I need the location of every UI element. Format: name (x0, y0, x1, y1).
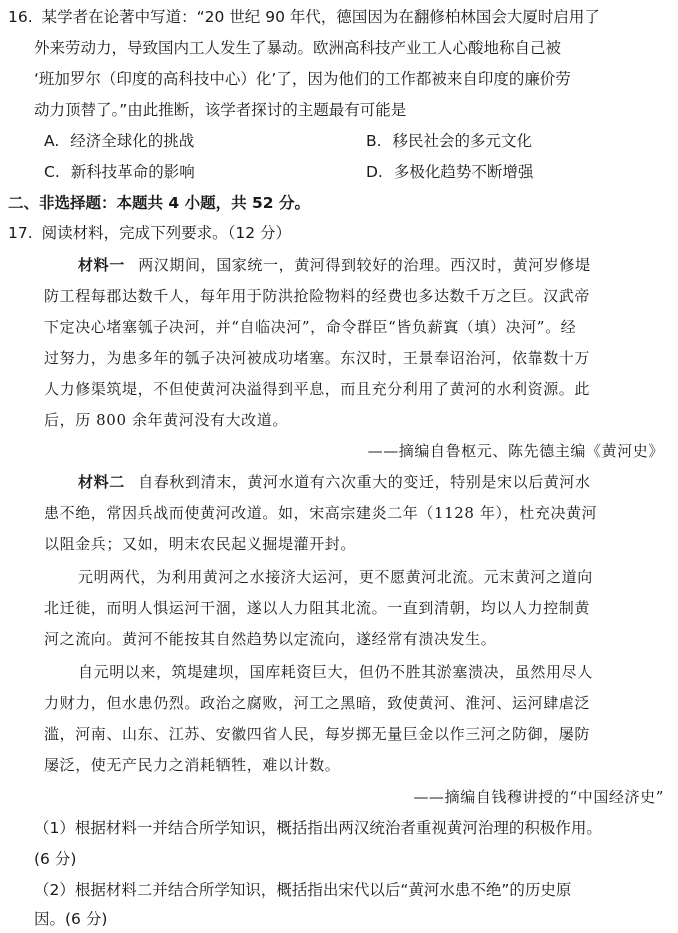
q17-number: 17. (8, 224, 33, 242)
material-1-line-2: 防工程每郡达数千人，每年用于防洪抢险物料的经费也多达数千万之巨。汉武帝 (44, 287, 591, 305)
material-2-p3-line-3: 滥，河南、山东、江苏、安徽四省人民，每岁掷无量巨金以作三河之防御，屡防 (44, 725, 591, 743)
material-1-label: 材料一 (78, 256, 125, 274)
q16-number: 16. (8, 8, 33, 26)
material-2-source: ——摘编自钱穆讲授的“中国经济史” (413, 788, 664, 806)
material-2-p2-line-1: 元明两代，为利用黄河之水接济大运河，更不愿黄河北流。元末黄河之道向 (78, 568, 593, 586)
q16-line-4: 动力顶替了。”由此推断，该学者探讨的主题最有可能是 (34, 101, 407, 119)
material-2-line-2: 患不绝，常因兵战而使黄河改道。如，宋高宗建炎二年（1128 年），杜充决黄河 (44, 504, 598, 522)
material-1-line-5: 人力修渠筑堤，不但使黄河决溢得到平息，而且充分利用了黄河的水利资源。此 (44, 380, 591, 398)
material-1-line-3: 下定决心堵塞瓠子决河，并“自临决河”，命令群臣“皆负薪窴（填）决河”。经 (44, 318, 577, 336)
section-2-heading: 二、非选择题：本题共 4 小题，共 52 分。 (8, 194, 310, 212)
subq2-line-1: （2）根据材料二并结合所学知识，概括指出宋代以后“黄河水患不绝”的历史原 (34, 881, 572, 899)
q16-option-a[interactable]: A. 经济全球化的挑战 (44, 132, 195, 150)
subq1-line-1: （1）根据材料一并结合所学知识，概括指出两汉统治者重视黄河治理的积极作用。 (34, 819, 602, 837)
q16-option-b[interactable]: B. 移民社会的多元文化 (366, 132, 533, 150)
material-1-line-1: 材料一 两汉期间，国家统一，黄河得到较好的治理。西汉时，黄河岁修堤 (78, 256, 591, 274)
q16-line-1: 16. 某学者在论著中写道：“20 世纪 90 年代，德国因为在翻修柏林国会大厦时启用了 (8, 8, 600, 26)
material-2-p3-line-2: 力财力，但水患仍烈。政治之腐败，河工之黑暗，致使黄河、淮河、运河肆虐泛 (44, 694, 591, 712)
material-2-p2-line-3: 河之流向。黄河不能按其自然趋势以定流向，遂经常有溃决发生。 (44, 630, 497, 648)
material-2-p3-line-4: 屡泛，使无产民力之消耗牺牲，难以计数。 (44, 756, 341, 774)
material-2-p2-line-2: 北迁徙，而明人惧运河干涸，遂以人力阻其北流。一直到清朝，均以人力控制黄 (44, 599, 591, 617)
material-2-line-1: 材料二 自春秋到清末，黄河水道有六次重大的变迁，特别是宋以后黄河水 (78, 473, 591, 491)
subq2-line-2: 因。(6 分) (34, 910, 108, 928)
material-1-line-6: 后，历 800 余年黄河没有大改道。 (44, 411, 288, 429)
subq1-line-2: (6 分) (34, 850, 77, 868)
material-2-p3-line-1: 自元明以来，筑堤建坝，国库耗资巨大，但仍不胜其淤塞溃决，虽然用尽人 (78, 663, 593, 681)
q16-line-3: ‘班加罗尔（印度的高科技中心）化’了，因为他们的工作都被来自印度的廉价劳 (34, 70, 571, 88)
material-2-label: 材料二 (78, 473, 125, 491)
q17-intro-line: 17. 阅读材料，完成下列要求。（12 分） (8, 224, 291, 242)
q16-line-2: 外来劳动力，导致国内工人发生了暴动。欧洲高科技产业工人心酸地称自己被 (34, 39, 562, 57)
material-2-line-3: 以阻金兵；又如，明末农民起义掘堤灌开封。 (44, 535, 357, 553)
material-1-line-4: 过努力，为患多年的瓠子决河被成功堵塞。东汉时，王景奉诏治河，依靠数十万 (44, 349, 591, 367)
q16-option-d[interactable]: D. 多极化趋势不断增强 (366, 163, 534, 181)
q16-option-c[interactable]: C. 新科技革命的影响 (44, 163, 195, 181)
material-1-source: ——摘编自鲁枢元、陈先德主编《黄河史》 (367, 442, 664, 460)
